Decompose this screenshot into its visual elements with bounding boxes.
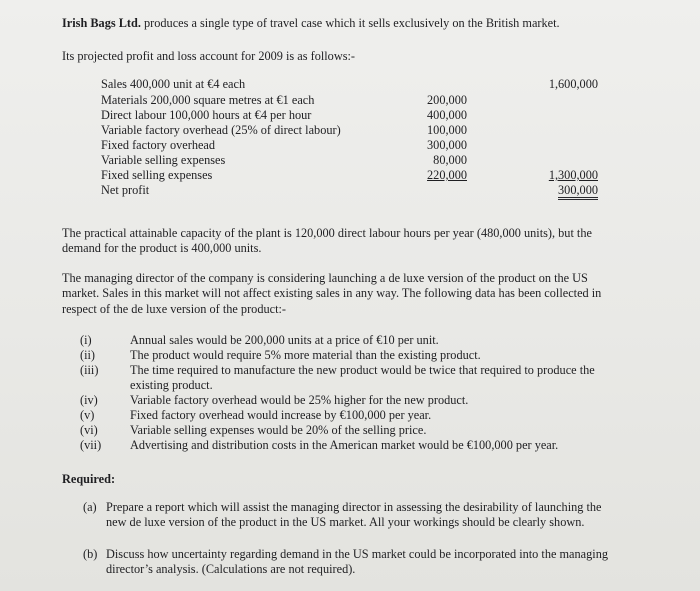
pl-label: Sales 400,000 unit at €4 each: [101, 77, 246, 91]
list-item-text: Advertising and distribution costs in the American market would be €100,000 per year.: [130, 438, 559, 452]
pl-col1-value: 80,000: [433, 153, 467, 167]
capacity-line: demand for the product is 400,000 units.: [62, 241, 262, 255]
pl-col1-total-value: 220,000: [427, 168, 467, 182]
list-item-text: Variable selling expenses would be 20% of the selling price.: [130, 423, 427, 437]
list-item-text: The product would require 5% more material than the existing product.: [130, 348, 481, 362]
list-number: (ii): [80, 348, 96, 362]
pl-label: Fixed factory overhead: [101, 138, 216, 152]
list-number: (v): [80, 408, 95, 422]
pl-total-costs: 1,300,000: [548, 168, 598, 182]
question-b-label: (b): [83, 547, 98, 561]
question-a-line: Prepare a report which will assist the managing director in assessing the desirability of launching the: [106, 500, 602, 514]
list-item-text: Variable factory overhead would be 25% higher for the new product.: [130, 393, 469, 407]
md-line: respect of the de luxe version of the product:-: [62, 302, 286, 316]
question-b-line: Discuss how uncertainty regarding demand in the US market could be incorporated into the managing: [106, 547, 608, 561]
company-name: Irish Bags Ltd.: [62, 16, 141, 30]
pl-label: Fixed selling expenses: [101, 168, 213, 182]
list-number: (vi): [80, 423, 98, 437]
list-item-text: The time required to manufacture the new product would be twice that required to produce the: [130, 363, 595, 377]
pl-net-profit-value: 300,000: [558, 183, 598, 200]
intro-rest: produces a single type of travel case which it sells exclusively on the British market.: [140, 16, 560, 30]
pl-col2-value: 1,600,000: [548, 77, 598, 91]
list-item-text: Fixed factory overhead would increase by €100,000 per year.: [130, 408, 432, 422]
question-a-line: new de luxe version of the product in the US market. All your workings should be clearly shown.: [106, 515, 585, 529]
pl-col1-value: 300,000: [427, 138, 467, 152]
projected-heading: Its projected profit and loss account for 2009 is as follows:-: [62, 49, 356, 63]
list-number: (iv): [80, 393, 98, 407]
required-heading: Required:: [62, 472, 116, 486]
pl-col1-value: 400,000: [427, 108, 467, 122]
pl-label: Variable selling expenses: [101, 153, 226, 167]
list-number: (vii): [80, 438, 102, 452]
md-line: market. Sales in this market will not affect existing sales in any way. The following data has been collected in: [62, 286, 602, 300]
capacity-line: The practical attainable capacity of the plant is 120,000 direct labour hours per year (480,000 units), but the: [62, 226, 592, 240]
pl-col2-value: [520, 168, 598, 182]
list-item-text: Annual sales would be 200,000 units at a price of €10 per unit.: [130, 333, 439, 347]
question-a-label: (a): [83, 500, 97, 514]
pl-col1-value: 200,000: [427, 93, 467, 107]
md-line: The managing director of the company is considering launching a de luxe version of the product on the US: [62, 271, 588, 285]
pl-col2-value: [520, 183, 598, 197]
question-b-line: director’s analysis. (Calculations are not required).: [106, 562, 356, 576]
pl-col1-value: [405, 168, 467, 182]
pl-label: Variable factory overhead (25% of direct labour): [101, 123, 341, 137]
pl-label: Net profit: [101, 183, 150, 197]
list-number: (i): [80, 333, 92, 347]
list-item-text: existing product.: [130, 378, 213, 392]
list-number: (iii): [80, 363, 99, 377]
pl-label: Materials 200,000 square metres at €1 each: [101, 93, 315, 107]
pl-label: Direct labour 100,000 hours at €4 per hour: [101, 108, 312, 122]
pl-col1-value: 100,000: [427, 123, 467, 137]
intro-sentence: [62, 16, 560, 30]
